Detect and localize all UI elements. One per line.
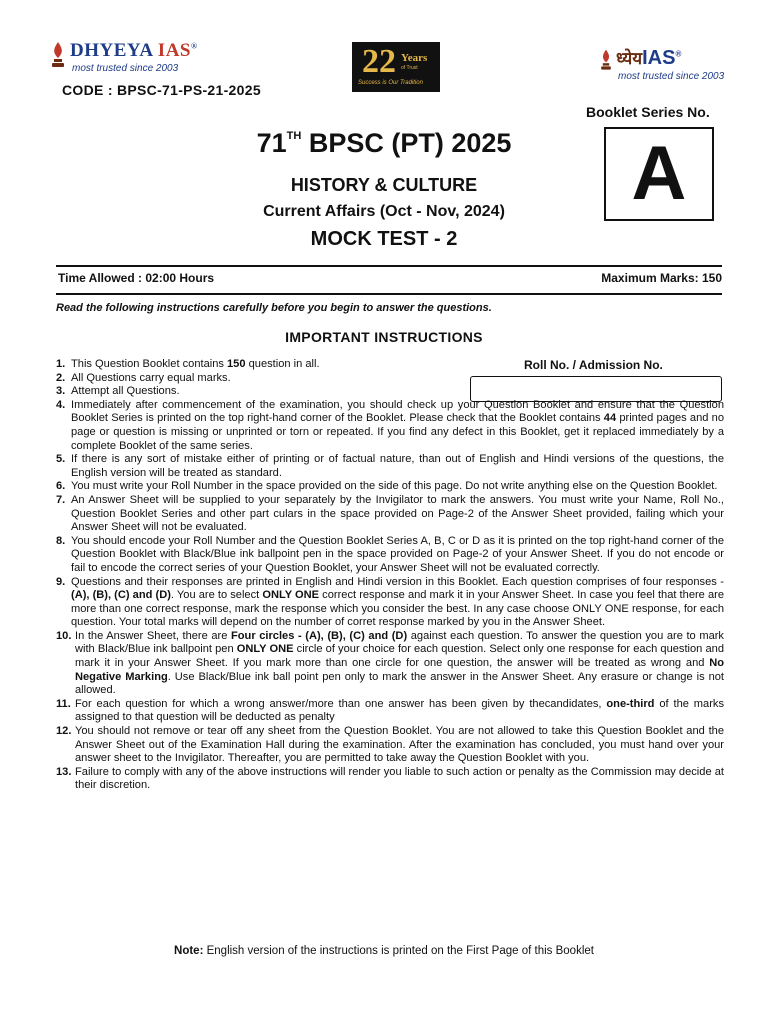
- instruction-number: 13.: [56, 765, 72, 778]
- divider: [56, 293, 722, 295]
- instruction-item: [56, 630, 724, 698]
- instruction-bold-text: ONLY ONE: [262, 589, 320, 602]
- instruction-text-run: Attempt all Questions.: [71, 385, 180, 398]
- footer-note: Note: English version of the instructions is printed on the First Page of this Booklet: [174, 945, 594, 957]
- maximum-marks: Maximum Marks: 150: [601, 271, 722, 285]
- instruction-bold-text: (A), (B), (C) and (D): [71, 589, 171, 602]
- instruction-text-run: printed pages and no page or question is missing or unprinted or torn or repeated. If you find any defect in this Booklet, get it replaced immediately by a complete Booklet of the same series.: [71, 412, 724, 452]
- paper-code: CODE : BPSC-71-PS-21-2025: [62, 82, 261, 98]
- instruction-item: [56, 453, 724, 480]
- logo-brand-name: ध्येयIAS®: [616, 47, 682, 69]
- instruction-bold-text: 150: [227, 358, 246, 370]
- instruction-text: [75, 725, 724, 766]
- badge-trust: of Trust: [401, 65, 418, 71]
- instruction-text-run: An Answer Sheet will be supplied to your separately by the Invigilator to mark the answers. You must write your Name, Roll No., Question Booklet Series and other part culars in the space provided on Page-2 of the Answer Sheet provided, failing which your Answer Sheet will not be evaluated.: [71, 493, 724, 534]
- mock-test-title: MOCK TEST - 2: [310, 228, 458, 250]
- badge-motto: Success is Our Tradition: [358, 80, 423, 86]
- logo-tagline: most trusted since 2003: [618, 71, 725, 82]
- instruction-item: [56, 494, 724, 535]
- instruction-text-run: You should encode your Roll Number and the Question Booklet Series A, B, C or D as it is printed on the top right-hand corner of the Question Booklet with Black/Blue ink ballpoint pen in the space provided on Page-2 of your Answer Sheet. If you do not encode or fail to encode the correct series of your Question Booklet, your Answer Sheet will not be evaluated correctly.: [71, 534, 724, 574]
- roll-number-label: Roll No. / Admission No.: [524, 358, 663, 372]
- instruction-item: [56, 725, 724, 766]
- instruction-text-run: . Use Black/Blue ink ball point pen only to mark the answer in the Answer Sheet. Any erasure or change is not allowed.: [75, 670, 725, 697]
- instruction-text-run: You should not remove or tear off any sheet from the Question Booklet. You are not allowed to take this Question Booklet and the Answer Sheet out of the Examination Hall during the examination. After the examination has concluded, you must hand over your answer sheet to the Invigilator. Thereafter, you are permitted to take away the Question Booklet with you.: [75, 725, 724, 765]
- instruction-item: [56, 399, 724, 453]
- instruction-text: [71, 480, 724, 494]
- badge-number: 22: [362, 43, 396, 80]
- years-of-trust-badge: [352, 42, 440, 92]
- logo-tagline: most trusted since 2003: [72, 63, 179, 74]
- instruction-text-run: circle of your choice for each question. Select only one response for each question and mark it in your Answer Sheet. If you mark more than one circle for one question, the answer will be treated as wrong and: [75, 643, 724, 670]
- read-instructions-note: Read the following instructions carefully before you begin to answer the questions.: [56, 302, 492, 314]
- instruction-number: 3.: [56, 385, 66, 398]
- booklet-series-label: Booklet Series No.: [586, 104, 710, 120]
- instruction-text: [75, 698, 724, 725]
- subject-subtitle: Current Affairs (Oct - Nov, 2024): [263, 203, 505, 220]
- instruction-bold-text: one-third: [606, 697, 655, 710]
- instruction-item: [56, 372, 724, 386]
- instruction-text: [71, 576, 724, 630]
- instruction-number: 9.: [56, 575, 66, 588]
- instruction-text-run: Failure to comply with any of the above instructions will render you liable to such action or penalty as the Commission may decide at their discretion.: [75, 765, 724, 792]
- instruction-text-run: question in all.: [245, 358, 320, 370]
- logo-brand-name: DHYEYA IAS®: [70, 40, 198, 61]
- instruction-text-run: against each question. To answer the question you are to mark with Black/Blue ink ballpoint pen: [75, 629, 724, 656]
- instruction-item: [56, 766, 724, 793]
- instruction-item: [56, 698, 724, 725]
- instruction-text: [71, 453, 724, 480]
- instruction-text: [71, 358, 451, 372]
- instruction-number: 6.: [56, 480, 66, 493]
- instruction-number: 4.: [56, 398, 66, 411]
- instruction-text-run: If there is any sort of mistake either of printing or of factual nature, than out of English and Hindi versions of the questions, the English version will be treated as standard.: [71, 453, 724, 479]
- instruction-number: 5.: [56, 453, 66, 466]
- instruction-number: 8.: [56, 534, 66, 547]
- booklet-series-value: A: [604, 127, 714, 221]
- instruction-text: [71, 399, 724, 453]
- dhyeya-ias-logo-left: [46, 38, 216, 88]
- instruction-text-run: You must write your Roll Number in the space provided on the side of this page. Do not write anything else on the Question Booklet.: [71, 480, 718, 493]
- lamp-icon: [48, 40, 68, 70]
- instruction-text: [71, 385, 451, 399]
- instruction-item: [56, 576, 724, 630]
- instruction-number: 7.: [56, 493, 66, 506]
- subject-title: HISTORY & CULTURE: [290, 175, 478, 195]
- exam-title: 71TH BPSC (PT) 2025: [256, 128, 512, 158]
- instruction-item: [56, 358, 724, 372]
- instruction-number: 12.: [56, 725, 72, 738]
- instruction-bold-text: ONLY ONE: [236, 643, 294, 656]
- instruction-text: [71, 535, 724, 576]
- dhyeya-ias-logo-right: [598, 46, 728, 86]
- instruction-number: 1.: [56, 358, 66, 370]
- instruction-text: [75, 766, 724, 793]
- instruction-text-run: All Questions carry equal marks.: [71, 371, 231, 384]
- instruction-item: [56, 385, 724, 399]
- time-allowed: Time Allowed : 02:00 Hours: [58, 271, 215, 285]
- instruction-text-run: of the marks assigned to that question will be deducted as penalty: [75, 697, 724, 724]
- instruction-number: 10.: [56, 629, 72, 642]
- instruction-bold-text: 44: [603, 412, 617, 425]
- instruction-text-run: Questions and their responses are printed in English and Hindi version in this Booklet. Each question comprises of four responses -: [71, 575, 724, 588]
- instruction-number: 2.: [56, 371, 66, 384]
- instructions-list: [56, 358, 724, 793]
- instruction-text-run: . You are to select: [170, 589, 263, 602]
- instruction-text-run: This Question Booklet contains: [71, 358, 228, 370]
- instruction-item: [56, 535, 724, 576]
- divider: [56, 265, 722, 267]
- instructions-heading: IMPORTANT INSTRUCTIONS: [285, 329, 483, 345]
- instruction-text-run: Immediately after commencement of the examination, you should check up your Question Booklet and ensure that the Question Booklet Series is printed on the top right-hand corner of the Booklet. Please check that the Booklet contains: [71, 398, 724, 425]
- instruction-bold-text: Four circles - (A), (B), (C) and (D): [231, 629, 408, 642]
- lamp-icon: [598, 48, 614, 72]
- instruction-text: [71, 494, 724, 535]
- instruction-text: [75, 630, 724, 698]
- instruction-text-run: correct response and mark it in your Answer Sheet. In case you feel that there are more than one correct response, mark the response which you consider the best. In any case choose ONLY ONE response, for each question. Your total marks will depend on the number of corret response marked by you in the Answer Sheet.: [71, 589, 724, 629]
- badge-years: Years: [401, 52, 428, 64]
- instruction-item: [56, 480, 724, 494]
- instruction-text-run: For each question for which a wrong answer/more than one answer has been given by thecandidates,: [75, 697, 607, 710]
- instruction-number: 11.: [56, 697, 71, 710]
- instruction-text: [71, 372, 451, 386]
- instruction-bold-text: No Negative Marking: [75, 657, 724, 683]
- instruction-text-run: In the Answer Sheet, there are: [75, 629, 231, 642]
